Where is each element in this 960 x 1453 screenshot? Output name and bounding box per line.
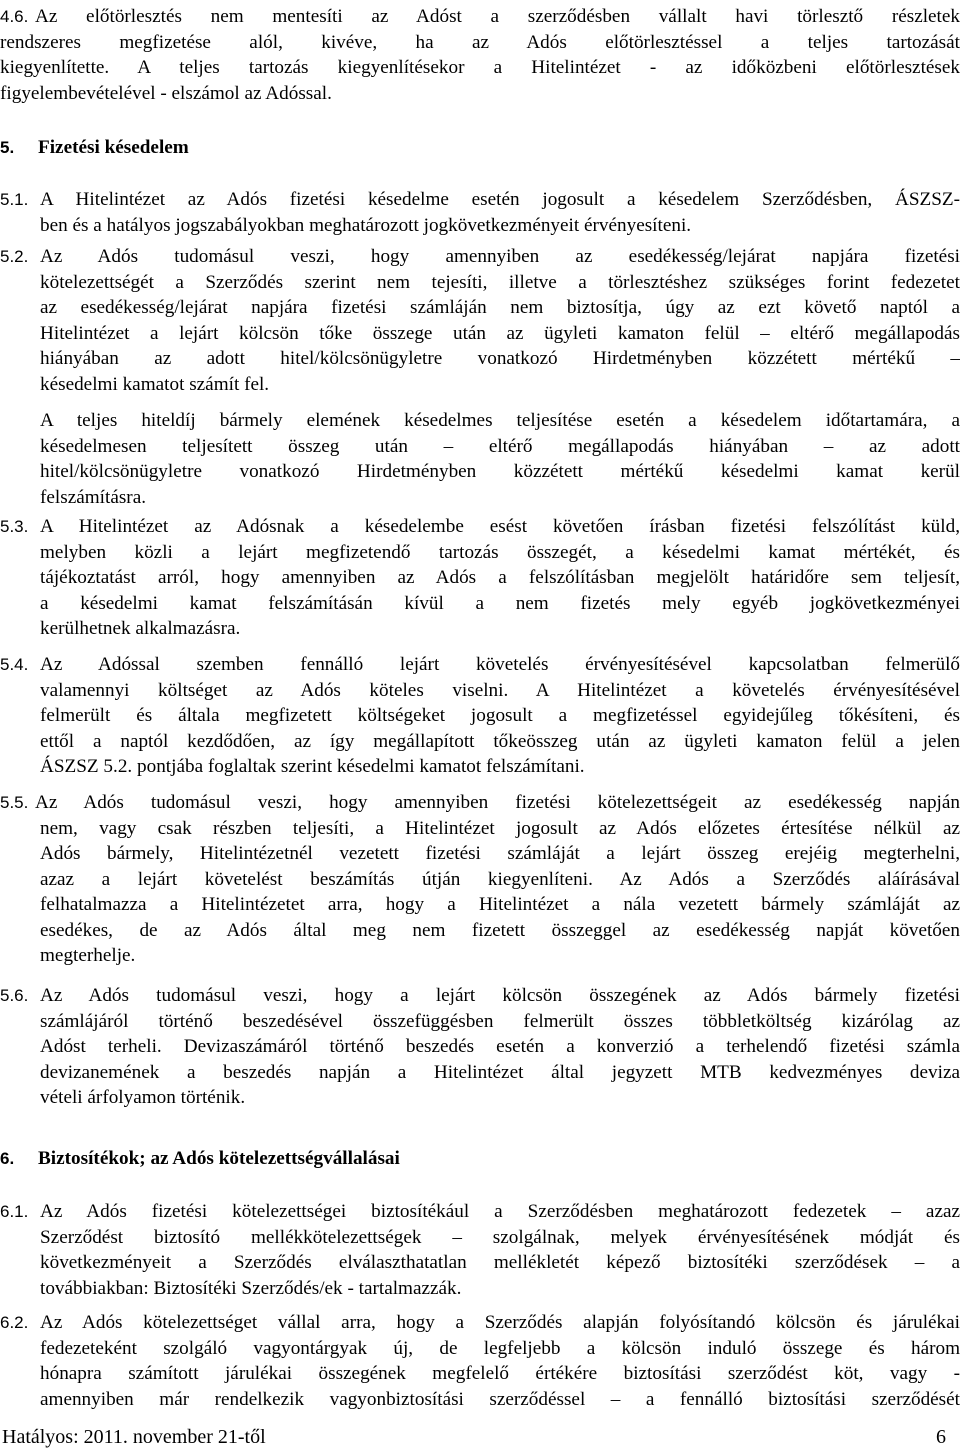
text-line: A teljes hiteldíj bármely elemének késedelmes teljesítése esetén a késedelem időtartamára, a: [40, 410, 960, 431]
paragraph-5-2-continued: [0, 408, 960, 510]
text-line: hiányában az adott hitel/kölcsönügyletre vonatkozó Hirdetményben közzétett mértékű –: [40, 348, 960, 369]
page-number: 6: [936, 1426, 946, 1448]
paragraph-number: 6.2.: [0, 1313, 29, 1332]
text-line: 5.1. A Hitelintézet az Adós fizetési késedelme esetén jogosult a késedelem Szerződésben, ÁSZSZ-: [0, 187, 960, 213]
text-line: devizanemének a beszedés napján a Hitelintézet által jegyzett MTB kedvezményes deviza: [40, 1061, 960, 1083]
paragraph-number: 4.6.: [0, 7, 29, 26]
paragraph-5-5: [0, 790, 960, 969]
text-line: Szerződést biztosító mellékkötelezettségek – szolgálnak, melyek érvényesítésének módját és: [40, 1226, 960, 1248]
text-line: 5.3. A Hitelintézet az Adósnak a késedelembe esést követően írásban fizetési felszólítást küld,: [0, 514, 960, 540]
text-line: Adóst terheli. Devizaszámáról történő beszedés esetén a konverzió a terhelendő fizetési számla: [40, 1036, 960, 1057]
heading-text: Fizetési késedelem: [38, 137, 189, 158]
text-line: megterhelje.: [40, 945, 136, 966]
paragraph-number: 5.5.: [0, 793, 29, 812]
paragraph-6-2: [0, 1310, 960, 1412]
text-line: esedékes, de az Adós által meg nem fizetett összeggel az esedékesség napját követően: [40, 919, 960, 941]
text-line: késedelmesen teljesített összeg után – eltérő megállapodás hiányában – az adott: [40, 435, 960, 457]
text-line: figyelembevételével - elszámol az Adóssal.: [0, 82, 332, 104]
text-line: a késedelmi kamat felszámításán kívül a nem fizetés mely egyéb jogkövetkezményei: [40, 592, 960, 614]
text-line: felmerült és általa megfizetett költségeket jogosult a megfizetéssel egyidejűleg tőkésíteni, és: [40, 705, 960, 726]
text-line: számlájáról történő beszedésével összefüggésben felmerült összes többletköltség kizárólag az: [40, 1010, 960, 1032]
text-line: ettől a naptól kezdődően, az így megállapított tőkeösszeg után az ügyleti kamaton felül a jelen: [40, 730, 960, 752]
text-line: nem, vagy csak részben teljesíti, a Hitelintézet jogosult az Adós előzetes értesítése nélkül az: [40, 817, 960, 839]
paragraph-5-3: [0, 514, 960, 642]
text-line: Adós bármely, Hitelintézetnél vezetett fizetési számláját a lejárt összeg erejéig megterhelni,: [40, 843, 960, 864]
heading-text: Biztosítékok; az Adós kötelezettségvállalásai: [38, 1148, 400, 1169]
text-line: Hitelintézet a lejárt kölcsön tőke összege után az ügyleti kamaton felül – eltérő megállapodás: [40, 322, 960, 344]
text-line: rendszeres megfizetése alól, kivéve, ha az Adós előtörlesztéssel a teljes tartozását: [0, 31, 960, 53]
paragraph-number: 5.4.: [0, 655, 29, 674]
text-line: 5.5. Az Adós tudomásul veszi, hogy amennyiben fizetési kötelezettségeit az esedékesség napján: [0, 790, 960, 816]
section-heading-6: [0, 1146, 960, 1172]
paragraph-number: 6.1.: [0, 1202, 29, 1221]
text-line: melyben közli a lejárt megfizetendő tartozás összegét, a késedelmi kamat mértékét, és: [40, 541, 960, 563]
text-line: azaz a lejárt követelést beszámítás útján kiegyenlíteni. Az Adós a Szerződés aláírásával: [40, 868, 960, 890]
text-line: tájékoztatást arról, hogy amennyiben az Adós a felszólításban megjelölt határidőre sem teljesít,: [40, 567, 960, 588]
paragraph-number: 5.3.: [0, 517, 29, 536]
text-line: 4.6. Az előtörlesztés nem mentesíti az Adóst a szerződésben vállalt havi törlesztő részletek: [0, 4, 960, 30]
paragraph-number: 5.2.: [0, 247, 29, 266]
text-line: amennyiben már rendelkezik vagyonbiztosítási szerződéssel – a fennálló biztosítási szerződését: [40, 1388, 960, 1410]
text-line: vételi árfolyamon történik.: [40, 1087, 246, 1108]
text-line: fedezeteként szolgáló vagyontárgyak új, de legfeljebb a kölcsön induló összege és három: [40, 1337, 960, 1359]
paragraph-5-4: [0, 652, 960, 780]
paragraph-5-2: [0, 244, 960, 397]
text-line: kötelezettségét a Szerződés szerint nem tejesíti, illetve a törlesztéshez szükséges forint fedezetet: [40, 271, 960, 293]
text-line: ben és a hatályos jogszabályokban meghatározott jogkövetkezményeit érvényesíteni.: [40, 214, 692, 236]
text-line: kerülhetnek alkalmazásra.: [40, 618, 241, 639]
section-heading-5: [0, 135, 960, 161]
text-line: felhatalmazza a Hitelintézetet arra, hogy a Hitelintézet a nála vezetett bármely számláját az: [40, 894, 960, 915]
paragraph-4-6: [0, 4, 960, 106]
heading-number: 6.: [0, 1149, 15, 1168]
paragraph-number: 5.1.: [0, 190, 29, 209]
paragraph-6-1: [0, 1199, 960, 1301]
text-line: kiegyenlítette. A teljes tartozás kiegyenlítésekor a Hitelintézet - az időközbeni előtörlesztések: [0, 57, 960, 78]
text-line: hitel/kölcsönügyletre vonatkozó Hirdetményben közzétett mértékű késedelmi kamat kerül: [40, 461, 960, 482]
text-line: 5.6. Az Adós tudomásul veszi, hogy a lejárt kölcsön összegének az Adós bármely fizetési: [0, 983, 960, 1009]
text-line: felszámításra.: [40, 486, 147, 508]
text-line: 5.4. Az Adóssal szemben fennálló lejárt követelés érvényesítésével kapcsolatban felmerülő: [0, 652, 960, 678]
paragraph-5-1: [0, 187, 960, 238]
page-footer: [0, 1426, 946, 1450]
text-line: következményeit a Szerződés elválaszthatatlan mellékletét képező biztosítéki szerződések – a: [40, 1252, 960, 1273]
text-line: 5.2. Az Adós tudomásul veszi, hogy amennyiben az esedékesség/lejárat napjára fizetési: [0, 244, 960, 270]
text-line: 6.1. Az Adós fizetési kötelezettségei biztosítékául a Szerződésben meghatározott fedezetek – azaz: [0, 1199, 960, 1225]
heading-number: 5.: [0, 138, 15, 157]
text-line: az esedékesség/lejárat napjára fizetési számláján nem biztosítja, úgy az ezt követő naptól a: [40, 297, 960, 318]
effective-date: Hatályos: 2011. november 21-től: [2, 1426, 266, 1448]
paragraph-5-6: [0, 983, 960, 1111]
text-line: valamennyi költséget az Adós köteles viselni. A Hitelintézet a követelés érvényesítésével: [40, 679, 960, 701]
text-line: 6.2. Az Adós kötelezettséget vállal arra, hogy a Szerződés alapján folyósítandó kölcsön és járulékai: [0, 1310, 960, 1336]
text-line: hónapra számított járulékai összegének megfelelő értékére biztosítási szerződést köt, vagy -: [40, 1363, 960, 1384]
text-line: továbbiakban: Biztosítéki Szerződés/ek - tartalmazzák.: [40, 1277, 462, 1299]
text-line: késedelmi kamatot számít fel.: [40, 373, 270, 395]
text-line: ÁSZSZ 5.2. pontjába foglaltak szerint késedelmi kamatot felszámítani.: [40, 756, 585, 777]
paragraph-number: 5.6.: [0, 986, 29, 1005]
